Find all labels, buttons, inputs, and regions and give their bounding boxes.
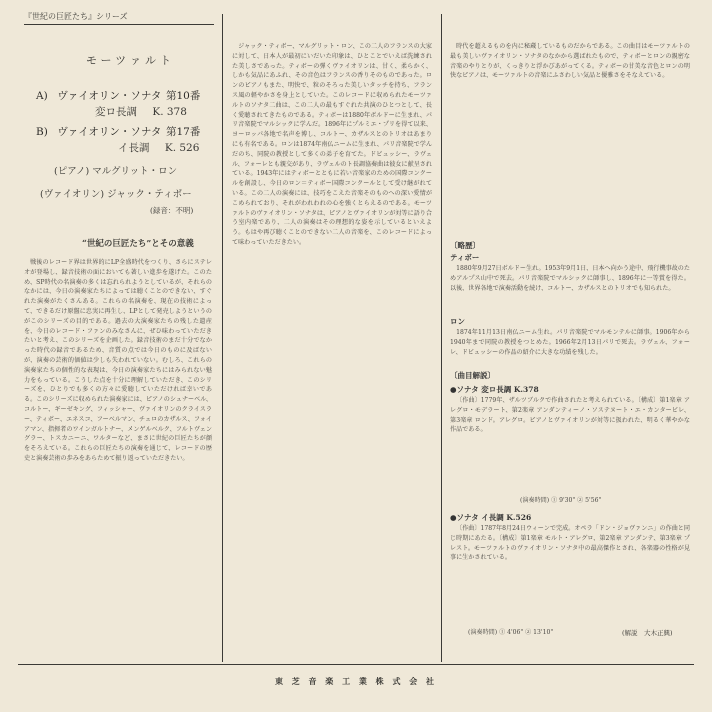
profile-thibaud-heading: ティボー (450, 253, 480, 262)
profile-heading: 〔略歴〕 (450, 241, 480, 250)
publisher-footer: 東 芝 音 楽 工 業 株 式 会 社 (274, 676, 438, 686)
piece-a-catalog: K. 378 (152, 106, 187, 118)
column-divider-left (222, 14, 223, 662)
performer-piano (54, 163, 177, 177)
program-b-body: 〔作曲〕1787年8月24日ウィーンで完成。オペラ「ドン・ジョヴァンニ」の作曲と同じ時期にあたる。〔構成〕第1楽章 モルト・アレグロ、第2楽章 アンダンテ、第3楽章 プレスト。モーツァルトのヴァイオリン・ソナタ中の最高傑作とされ、各楽器の性格が見事に生かされている。 (450, 525, 690, 562)
essay-left-text: 戦後のレコード界は世界的にLP全盛時代をつくり、さらにステレオが登場し、録音技術の面においても著しい進歩を遂げた。このため、SP時代の名演奏の多くは忘れられようとしているが、それらのなかには、今日の演奏家たちによっては聴くことのできない、すぐれた演奏がたくさんある。これらの名演奏を、現在の技術によって、できるだけ原盤に忠実に再生し、LPとして発売しようというのがこのシリーズの目的である。過去の大演奏家たちの残した遺産を、今日のレコード・ファンのみなさんに、ぜひ味わっていただきたいと考え、このシリーズを企画した。録音技術のまだ十分でなかった時代の録音であるため、音質の点では今日のものに及ばないが、演奏の芸術的価値は少しも失われていない。むしろ、これらの演奏家たちの個性的な表現は、今日の演奏家たちにはみられない魅力をもっている。こうした点を十分に理解していただき、このシリーズを、ひとりでも多くの方々に愛聴していただければ幸いである。このシリーズに収められた演奏家には、ピアノのシュナーベル、コルトー、ギーゼキング、フィッシャー、ヴァイオリンのクライスラー、ティボー、エネスコ、フーベルマン、チェロのカザルス、フォイアマン、指揮者のワインガルトナー、メンゲルベルク、フルトヴェングラー、トスカニーニ、ワルターなど、まさに世紀の巨匠たちが顔をそろえている。これらの巨匠たちの演奏を通じて、レコードの歴史と演奏芸術の歩みをあらためて振り返っていただきたい。 (24, 259, 212, 462)
footer-rule (18, 664, 694, 665)
program-a-time: (演奏時間) ① 9'30" ② 5'56" (520, 497, 602, 504)
piece-a-name: ヴァイオリン・ソナタ (57, 90, 162, 102)
piece-a-title (36, 88, 201, 103)
series-label: 『世紀の巨匠たち』シリーズ (24, 11, 214, 25)
piece-b-catalog: K. 526 (164, 142, 200, 154)
piece-b-key: イ長調 (118, 142, 150, 154)
piece-b-label: B) (36, 126, 48, 138)
program-heading: 〔曲目解説〕 (450, 371, 495, 380)
profile-long-text (450, 328, 690, 364)
piece-b-title (36, 124, 201, 139)
program-a-heading: ●ソナタ 変ロ長調 K.378 (450, 385, 539, 394)
piece-b-number: 第17番 (166, 126, 201, 138)
program-a-body: 〔作曲〕1779年、ザルツブルクで作曲されたと考えられている。〔構成〕第1楽章 アレグロ・モデラート、第2楽章 アンダンティーノ・ソステヌート・エ・カンタービレ、第3楽章 ロンド。アレグロ。ピアノとヴァイオリンが対等に扱われた、明るく華やかな作品である。 (450, 397, 690, 434)
essay-left-column (24, 258, 212, 658)
commentary-signature: (解説 大木正興) (622, 629, 673, 637)
essay-middle-column (232, 42, 432, 654)
essay-right-column (450, 42, 690, 232)
piece-a-number: 第10番 (166, 90, 201, 102)
program-b-text (450, 524, 690, 618)
essay-right-text: 時代を超えるものを内に秘蔵しているものだからである。この曲目はモーツァルトの最も美しいヴァイオリン・ソナタのなかから選ばれたもので、ティボーとロンの親密な音楽のやりとりが、くっきりと浮かびあがってくる。ティボーの甘美な音色とロンの明快なピアノは、モーツァルトの音楽にふさわしい気品と優雅さをそなえている。 (450, 43, 690, 80)
column-divider-right (441, 14, 442, 662)
piece-a-key: 変ロ長調 (95, 106, 137, 118)
recording-note: (録音：不明) (150, 206, 194, 215)
essay-middle-text: ジャック・ティボー、マルグリット・ロン、この二人のフランスの大家に対して、日本人が最初にいだいた印象は、ひとことでいえば洗練された美しさであった。ティボーの弾くヴァイオリンは、甘く、柔らかく、しかも気品にあふれ、その音色はフランスの香りそのものであった。ロンのピアノもまた、明快で、粒のそろった美しいタッチを持ち、フランス風の軽やかさを身上としていた。このレコードに収められたモーツァルトのソナタ二曲は、この二人の最もすぐれた共演のひとつとして、長く愛聴されてきたものである。ティボーは1880年ボルドーに生まれ、パリ音楽院でマルシックに学んだ。1896年にプルミエ・プリを得て以来、ヨーロッパ各地で名声を博し、コルトー、カザルスとのトリオはあまりにも有名である。ロンは1874年南仏ニームに生まれ、パリ音楽院で学んだのち、同院の教授として多くの弟子を育てた。ドビュッシー、ラヴェル、フォーレとも親交があり、ラヴェルのト長調協奏曲は彼女に献呈されている。1943年にはティボーとともに若い音楽家のための国際コンクールを創設し、今日のロン＝ティボー国際コンクールとして受け継がれている。この二人の演奏には、技巧をこえた音楽そのものへの深い愛情がこめられており、それがわれわれの心を強くとらえるのである。モーツァルトのヴァイオリン・ソナタは、ピアノとヴァイオリンが対等に語り合う室内楽であり、二人の演奏はその理想的な姿を示しているといえよう。もはや再び聴くことのできない二人の音楽を、このレコードによって味わっていただきたい。 (232, 43, 432, 246)
program-b-time: (演奏時間) ① 4'06" ② 13'10" (468, 629, 554, 636)
composer-name: モーツァルト (86, 54, 176, 67)
performer-piano-role: (ピアノ) (54, 166, 90, 177)
profile-thibaud-body: 1880年9月27日ボルドー生れ。1953年9月1日、日本へ向かう途中、飛行機事故のためアルプス山中で死去。パリ音楽院でマルシックに師事し、1896年に一等賞を得た。以後、世界各地で演奏活動を続け、コルトー、カザルスとのトリオでも知られた。 (450, 265, 690, 292)
profile-thibaud-text (450, 264, 690, 310)
performer-piano-name: マルグリット・ロン (92, 166, 178, 177)
performer-violin-role: (ヴァイオリン) (40, 189, 105, 200)
performer-violin (40, 186, 192, 200)
program-a-text (450, 396, 690, 492)
piece-b-name: ヴァイオリン・ソナタ (57, 126, 162, 138)
performer-violin-name: ジャック・ティボー (107, 189, 192, 200)
profile-long-heading: ロン (450, 317, 465, 326)
piece-a-label: A) (36, 90, 48, 102)
profile-long-body: 1874年11月13日南仏ニーム生れ。パリ音楽院でマルモンテルに師事。1906年から1940年まで同院の教授をつとめた。1966年2月13日パリで死去。ラヴェル、フォーレ、ドビュッシーの作品の紹介に大きな功績を残した。 (450, 329, 690, 356)
piece-a-key-line (95, 104, 187, 119)
program-b-heading: ●ソナタ イ長調 K.526 (450, 513, 532, 522)
piece-b-key-line (118, 140, 199, 155)
essay-title: “世紀の巨匠たち”とその意義 (82, 239, 194, 249)
